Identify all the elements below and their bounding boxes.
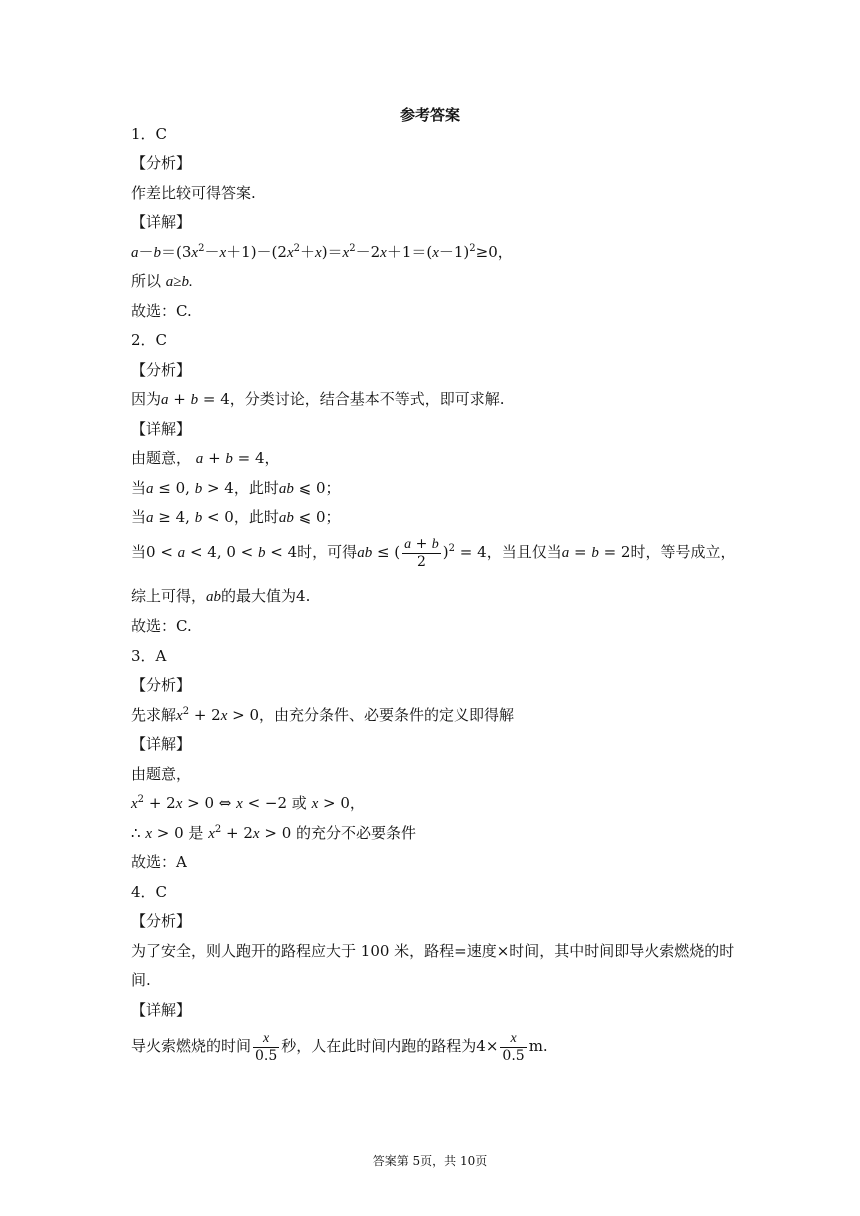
q2-case-2: 当a ≥ 4, b < 0，此时ab ⩽ 0； [131,508,341,526]
q2-detail-label: 【详解】 [131,420,192,438]
q1-heading: 1．C [131,125,168,143]
q2-case-3: 当0 < a < 4, 0 < b < 4时，可得ab ≤ ( $\frac{a + b}{2}$ )$^2$ = 4，当且仅当a = b = 2时，等号成立， [131,536,736,570]
page-title: 参考答案 [399,106,460,124]
q1-detail-label: 【详解】 [131,213,192,231]
q1-detail-conclusion: 所以 a≥b. [131,272,193,290]
q4-detail-label: 【详解】 [131,1001,192,1019]
q3-detail-given: 由题意， [131,765,192,783]
q4-analysis-line-1: 为了安全，则人跑开的路程应大于 100 米，路程=速度×时间，其中时间即导火索燃烧的时 [131,942,735,960]
q3-detail-label: 【详解】 [131,735,192,753]
q1-analysis-label: 【分析】 [131,154,192,172]
q3-analysis-label: 【分析】 [131,676,192,694]
q2-heading: 2．C [131,331,168,349]
q4-analysis-label: 【分析】 [131,912,192,930]
q2-answer: 故选：C. [131,617,192,635]
fraction: $\frac{x}{0.5}$ [255,1031,278,1064]
fraction: $\frac{a + b}{2}$ [404,536,439,570]
q2-detail-given: 由题意， a + b = 4， [131,449,280,467]
q1-answer: 故选：C. [131,302,192,320]
q2-case-1: 当a ≤ 0, b > 4，此时ab ⩽ 0； [131,479,341,497]
q3-heading: 3．A [131,647,167,665]
q3-analysis-text: 先求解$x^2 + 2x > 0$，由充分条件、必要条件的定义即得解 [131,706,515,724]
q2-analysis-text: 因为a + b = 4，分类讨论，结合基本不等式，即可求解. [131,390,505,408]
q4-heading: 4．C [131,883,168,901]
q3-answer: 故选：A [131,853,187,871]
fraction: $\frac{x}{0.5}$ [502,1031,525,1064]
q3-detail-solve: $x^2 + 2x > 0$ ⇔ x < −2 或 x > 0， [131,794,365,812]
q3-detail-conclusion: ∴ x > 0 是 $x^2 + 2x > 0$ 的充分不必要条件 [131,824,417,842]
q4-detail-text: 导火索燃烧的时间 $\frac{x}{0.5}$ 秒，人在此时间内跑的路程为4× $\frac{x}{0.5}$ m. [131,1031,548,1064]
q2-summary: 综上可得，ab的最大值为4. [131,587,311,605]
q4-analysis-line-2: 间. [131,971,151,989]
q1-analysis-text: 作差比较可得答案. [131,184,256,202]
q2-analysis-label: 【分析】 [131,361,192,379]
q1-detail-equation: $a-b=(3x^2-x+1)-(2x^2+x)=x^2-2x+1=(x-1)^2\ge 0$， [131,243,513,261]
page-footer: 答案第 5页，共 10页 [372,1154,488,1168]
